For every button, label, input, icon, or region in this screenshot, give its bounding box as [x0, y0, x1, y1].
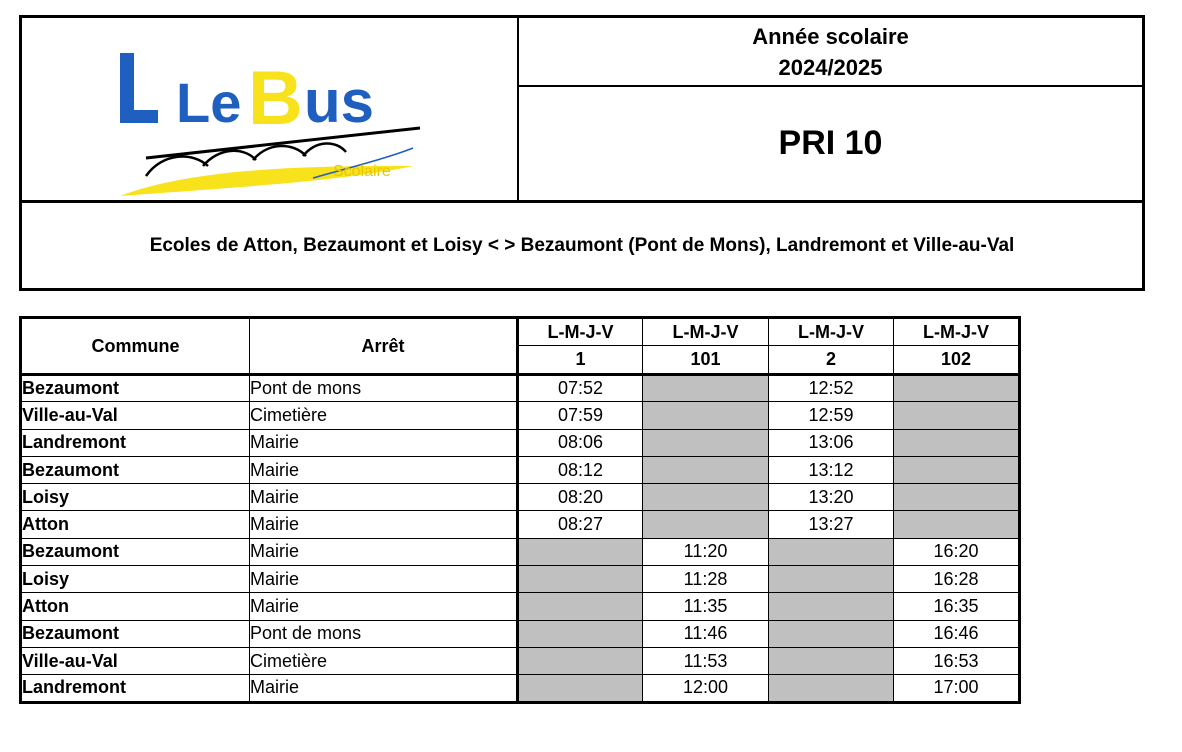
time-cell: 12:52 — [769, 375, 894, 402]
stop-cell: Mairie — [250, 484, 518, 511]
commune-cell: Bezaumont — [21, 456, 250, 483]
time-cell: 12:59 — [769, 402, 894, 429]
route-description: Ecoles de Atton, Bezaumont et Loisy < > Bezaumont (Pont de Mons), Landremont et Ville-au-Val — [149, 234, 1015, 256]
table-row — [21, 484, 1020, 511]
time-cell: 07:52 — [518, 375, 643, 402]
no-service-cell — [518, 675, 643, 702]
school-year-value: 2024/2025 — [778, 54, 883, 80]
time-cell: 11:53 — [643, 647, 769, 674]
time-cell: 11:20 — [643, 538, 769, 565]
commune-cell: Atton — [21, 593, 250, 620]
commune-cell: Bezaumont — [21, 620, 250, 647]
timetable-header — [19, 15, 1145, 291]
lebus-scolaire-logo — [108, 48, 438, 203]
stop-cell: Cimetière — [250, 647, 518, 674]
time-cell: 08:12 — [518, 456, 643, 483]
svg-text:us: us — [304, 68, 375, 135]
time-cell: 16:20 — [894, 538, 1020, 565]
col-header-days: L-M-J-V — [769, 318, 894, 346]
no-service-cell — [769, 675, 894, 702]
col-header-service: 102 — [894, 346, 1020, 375]
no-service-cell — [894, 429, 1020, 456]
line-name: PRI 10 — [778, 124, 883, 162]
time-cell: 13:12 — [769, 456, 894, 483]
no-service-cell — [769, 647, 894, 674]
logo-scolaire-text: Scolaire — [333, 163, 391, 180]
table-row — [21, 675, 1020, 702]
table-row — [21, 593, 1020, 620]
stop-cell: Cimetière — [250, 402, 518, 429]
no-service-cell — [769, 620, 894, 647]
timetable-body — [21, 375, 1020, 703]
col-header-service: 101 — [643, 346, 769, 375]
no-service-cell — [894, 511, 1020, 538]
no-service-cell — [769, 538, 894, 565]
stop-cell: Mairie — [250, 593, 518, 620]
table-row — [21, 511, 1020, 538]
route-description-cell — [22, 203, 1142, 288]
no-service-cell — [518, 593, 643, 620]
time-cell: 16:35 — [894, 593, 1020, 620]
stop-cell: Pont de mons — [250, 620, 518, 647]
col-header-service: 1 — [518, 346, 643, 375]
no-service-cell — [643, 402, 769, 429]
stop-cell: Mairie — [250, 511, 518, 538]
commune-cell: Landremont — [21, 429, 250, 456]
stop-cell: Mairie — [250, 566, 518, 593]
stop-cell: Mairie — [250, 538, 518, 565]
time-cell: 11:28 — [643, 566, 769, 593]
time-cell: 07:59 — [518, 402, 643, 429]
col-header-service: 2 — [769, 346, 894, 375]
no-service-cell — [894, 402, 1020, 429]
stop-cell: Pont de mons — [250, 375, 518, 402]
commune-cell: Atton — [21, 511, 250, 538]
line-name-cell — [519, 87, 1142, 203]
time-cell: 13:06 — [769, 429, 894, 456]
commune-cell: Landremont — [21, 675, 250, 702]
no-service-cell — [894, 484, 1020, 511]
no-service-cell — [894, 456, 1020, 483]
col-header-days: L-M-J-V — [643, 318, 769, 346]
stop-cell: Mairie — [250, 429, 518, 456]
no-service-cell — [518, 566, 643, 593]
col-header-commune: Commune — [21, 318, 250, 375]
table-row — [21, 647, 1020, 674]
time-cell: 16:53 — [894, 647, 1020, 674]
no-service-cell — [643, 484, 769, 511]
commune-cell: Ville-au-Val — [21, 647, 250, 674]
table-row — [21, 402, 1020, 429]
time-cell: 17:00 — [894, 675, 1020, 702]
no-service-cell — [643, 511, 769, 538]
school-year-label: Année scolaire — [752, 23, 909, 49]
table-row — [21, 538, 1020, 565]
table-row — [21, 375, 1020, 402]
no-service-cell — [518, 620, 643, 647]
time-cell: 13:20 — [769, 484, 894, 511]
time-cell: 11:35 — [643, 593, 769, 620]
commune-cell: Ville-au-Val — [21, 402, 250, 429]
commune-cell: Bezaumont — [21, 375, 250, 402]
stop-cell: Mairie — [250, 675, 518, 702]
svg-text:B: B — [248, 56, 303, 141]
no-service-cell — [518, 647, 643, 674]
timetable — [19, 316, 1021, 704]
no-service-cell — [643, 429, 769, 456]
time-cell: 16:46 — [894, 620, 1020, 647]
commune-cell: Loisy — [21, 484, 250, 511]
commune-cell: Bezaumont — [21, 538, 250, 565]
no-service-cell — [769, 566, 894, 593]
no-service-cell — [769, 593, 894, 620]
table-row — [21, 620, 1020, 647]
stop-cell: Mairie — [250, 456, 518, 483]
table-row — [21, 456, 1020, 483]
time-cell: 11:46 — [643, 620, 769, 647]
logo-le-text: Le — [176, 71, 242, 134]
table-row — [21, 429, 1020, 456]
no-service-cell — [518, 538, 643, 565]
time-cell: 16:28 — [894, 566, 1020, 593]
no-service-cell — [643, 375, 769, 402]
table-row — [21, 566, 1020, 593]
time-cell: 13:27 — [769, 511, 894, 538]
school-year-cell — [519, 18, 1142, 87]
col-header-days: L-M-J-V — [894, 318, 1020, 346]
time-cell: 08:27 — [518, 511, 643, 538]
logo-cell — [22, 18, 519, 203]
col-header-days: L-M-J-V — [518, 318, 643, 346]
time-cell: 12:00 — [643, 675, 769, 702]
no-service-cell — [894, 375, 1020, 402]
no-service-cell — [643, 456, 769, 483]
commune-cell: Loisy — [21, 566, 250, 593]
time-cell: 08:20 — [518, 484, 643, 511]
col-header-arret: Arrêt — [250, 318, 518, 375]
time-cell: 08:06 — [518, 429, 643, 456]
